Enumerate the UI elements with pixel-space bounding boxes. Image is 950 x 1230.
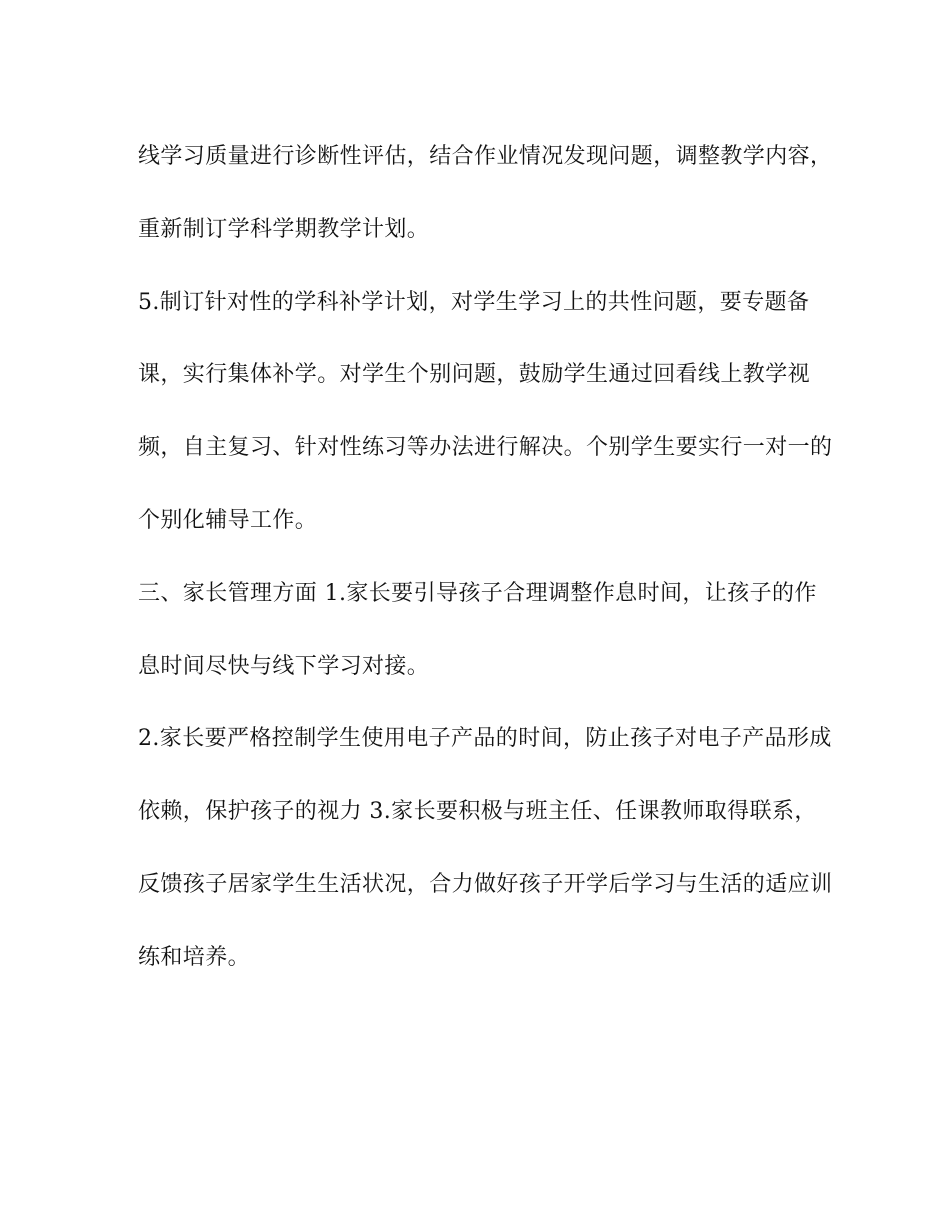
text-line: 频，自主复习、针对性练习等办法进行解决。个别学生要实行一对一的 — [138, 435, 833, 461]
text-line: 5.制订针对性的学科补学计划，对学生学习上的共性问题，要专题备 — [138, 289, 810, 315]
text-line: 依赖，保护孩子的视力 3.家长要积极与班主任、任课教师取得联系， — [138, 799, 817, 825]
text-line: 重新制订学科学期教学计划。 — [138, 216, 430, 242]
text-line: 练和培养。 — [138, 944, 251, 970]
text-line: 线学习质量进行诊断性评估，结合作业情况发现问题，调整教学内容， — [138, 144, 833, 169]
document-body — [138, 134, 833, 1008]
text-line: 课，实行集体补学。对学生个别问题，鼓励学生通过回看线上教学视 — [138, 362, 811, 388]
text-line: 反馈孩子居家学生生活状况，合力做好孩子开学后学习与生活的适应训 — [138, 871, 833, 897]
text-line: 个别化辅导工作。 — [138, 507, 318, 533]
text-line: 息时间尽快与线下学习对接。 — [138, 653, 430, 679]
text-line: 三、家长管理方面 1.家长要引导孩子合理调整作息时间，让孩子的作 — [138, 580, 817, 606]
text-line: 2.家长要严格控制学生使用电子产品的时间，防止孩子对电子产品形成 — [138, 726, 832, 752]
